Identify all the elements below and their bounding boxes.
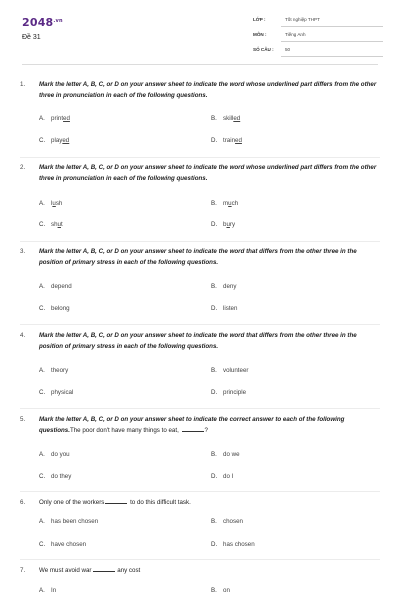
option-letter: C. xyxy=(39,305,46,312)
option-text: on xyxy=(223,587,230,594)
stem-start: Only one of the workers xyxy=(39,499,105,506)
option-letter: A. xyxy=(39,115,45,122)
option-letter: B. xyxy=(211,115,217,122)
question-5 xyxy=(20,415,380,437)
question-number: 7. xyxy=(20,567,26,574)
logo-main: 2048 xyxy=(22,16,54,29)
option-letter: A. xyxy=(39,367,45,374)
option-text: print xyxy=(51,115,64,122)
header-divider xyxy=(22,64,378,65)
meta-key: SỐ CÂU : xyxy=(253,47,274,52)
question-divider xyxy=(20,157,380,158)
option-letter: C. xyxy=(39,541,46,548)
meta-value: Tốt nghiệp THPT xyxy=(285,17,320,22)
exam-code: Đề 31 xyxy=(22,34,41,41)
option-text: depend xyxy=(51,283,72,290)
option-a[interactable] xyxy=(39,367,68,374)
option-text: do I xyxy=(223,473,234,480)
option-c[interactable] xyxy=(39,389,73,396)
option-underline: ed xyxy=(62,137,70,144)
question-instruction: Mark the letter A, B, C, or D on your answer sheet to indicate the word that differs from the other three in the position of primary stress in each of the following questions. xyxy=(39,248,357,266)
meta-rule xyxy=(281,41,383,42)
option-letter: C. xyxy=(39,221,46,228)
option-a[interactable] xyxy=(39,200,62,207)
option-text: listen xyxy=(223,305,238,312)
answer-blank xyxy=(182,426,204,432)
option-text-end: t xyxy=(61,221,63,228)
answer-blank xyxy=(93,566,115,572)
option-text: m xyxy=(223,200,229,207)
option-b[interactable] xyxy=(211,367,248,374)
option-underline: u xyxy=(52,200,56,207)
question-7 xyxy=(20,566,380,577)
option-letter: A. xyxy=(39,200,45,207)
question-stem xyxy=(39,566,379,577)
page-header xyxy=(0,0,400,70)
option-d[interactable] xyxy=(211,473,233,480)
stem-end: to do this difficult task. xyxy=(128,499,191,506)
question-1 xyxy=(20,80,380,102)
option-d[interactable] xyxy=(211,389,246,396)
option-a[interactable] xyxy=(39,518,98,525)
question-divider xyxy=(20,241,380,242)
option-c[interactable] xyxy=(39,137,69,144)
option-a[interactable] xyxy=(39,283,72,290)
meta-rule xyxy=(281,26,383,27)
logo-suffix: .vn xyxy=(53,18,63,24)
question-divider xyxy=(20,559,380,560)
question-instruction: Mark the letter A, B, C, or D on your answer sheet to indicate the word whose underlined part differs from the other three in pronunciation in each of the following questions. xyxy=(39,81,377,99)
option-a[interactable] xyxy=(39,451,70,458)
option-text: train xyxy=(223,137,236,144)
option-text-end: ry xyxy=(229,221,236,228)
option-underline: u xyxy=(226,221,230,228)
option-text-end: ch xyxy=(231,200,239,207)
option-text: do you xyxy=(51,451,70,458)
stem-start: We must avoid war xyxy=(39,567,92,574)
option-c[interactable] xyxy=(39,541,86,548)
option-letter: B. xyxy=(211,451,217,458)
meta-question-count xyxy=(253,45,383,57)
option-letter: D. xyxy=(211,137,218,144)
option-a[interactable] xyxy=(39,115,70,122)
option-text: skill xyxy=(223,115,234,122)
question-number: 5. xyxy=(20,416,26,423)
option-text: do they xyxy=(51,473,72,480)
option-c[interactable] xyxy=(39,305,70,312)
meta-subject xyxy=(253,30,383,42)
option-letter: B. xyxy=(211,200,217,207)
meta-rule xyxy=(281,56,383,57)
option-text: sh xyxy=(51,221,58,228)
meta-key: MÔN : xyxy=(253,32,267,37)
question-6 xyxy=(20,498,380,509)
option-underline: ed xyxy=(233,115,241,122)
option-text: volunteer xyxy=(223,367,249,374)
option-text: have chosen xyxy=(51,541,87,548)
option-underline: ed xyxy=(235,137,242,144)
meta-value: 50 xyxy=(285,47,291,52)
question-3 xyxy=(20,247,380,269)
meta-value: Tiếng Anh xyxy=(285,32,306,37)
option-text: principle xyxy=(223,389,247,396)
site-logo[interactable] xyxy=(22,16,63,29)
option-c[interactable] xyxy=(39,221,63,228)
question-number: 3. xyxy=(20,248,26,255)
question-divider xyxy=(20,408,380,409)
question-number: 2. xyxy=(20,164,26,171)
option-letter: A. xyxy=(39,283,45,290)
option-letter: D. xyxy=(211,221,218,228)
option-d[interactable] xyxy=(211,305,237,312)
option-b[interactable] xyxy=(211,283,236,290)
stem-end: any cost xyxy=(115,567,141,574)
answer-blank xyxy=(105,498,127,504)
option-letter: A. xyxy=(39,518,45,525)
option-text: physical xyxy=(51,389,74,396)
option-letter: A. xyxy=(39,451,45,458)
meta-key: LỚP : xyxy=(253,17,266,22)
option-text: deny xyxy=(223,283,237,290)
question-2 xyxy=(20,163,380,185)
question-number: 1. xyxy=(20,81,26,88)
option-letter: D. xyxy=(211,305,218,312)
question-stem-end: ? xyxy=(204,426,208,434)
option-text: l xyxy=(51,200,53,207)
question-instruction: Mark the letter A, B, C, or D on your answer sheet to indicate the word whose underlined part differs from the other three in pronunciation in each of the following questions. xyxy=(39,164,377,182)
option-text: has chosen xyxy=(223,541,255,548)
question-4 xyxy=(20,331,380,353)
question-number: 4. xyxy=(20,332,26,339)
option-letter: B. xyxy=(211,367,217,374)
question-stem: The poor don't have many things to eat, xyxy=(69,426,181,434)
option-letter: A. xyxy=(39,587,45,594)
option-letter: C. xyxy=(39,473,46,480)
option-letter: B. xyxy=(211,587,217,594)
option-b[interactable] xyxy=(211,200,238,207)
option-letter: D. xyxy=(211,541,218,548)
option-text: belong xyxy=(51,305,70,312)
option-underline: u xyxy=(57,221,61,228)
option-underline: u xyxy=(228,200,232,207)
option-text: In xyxy=(51,587,57,594)
option-letter: B. xyxy=(211,283,217,290)
option-text: b xyxy=(223,221,227,228)
question-instruction xyxy=(39,415,379,436)
option-c[interactable] xyxy=(39,473,71,480)
option-b[interactable] xyxy=(211,115,240,122)
option-letter: B. xyxy=(211,518,217,525)
option-text: chosen xyxy=(223,518,243,525)
option-a[interactable] xyxy=(39,587,56,594)
option-letter: C. xyxy=(39,137,46,144)
option-underline: ed xyxy=(63,115,70,122)
option-b[interactable] xyxy=(211,518,243,525)
option-letter: D. xyxy=(211,389,218,396)
option-text: play xyxy=(51,137,63,144)
option-text: theory xyxy=(51,367,69,374)
option-letter: C. xyxy=(39,389,46,396)
question-stem xyxy=(39,498,379,509)
question-number: 6. xyxy=(20,499,26,506)
option-text-end: sh xyxy=(55,200,63,207)
option-d[interactable] xyxy=(211,221,235,228)
option-text: do we xyxy=(223,451,240,458)
option-d[interactable] xyxy=(211,541,255,548)
question-instruction: Mark the letter A, B, C, or D on your answer sheet to indicate the word that differs from the other three in the position of primary stress in each of the following questions. xyxy=(39,332,357,350)
question-divider xyxy=(20,324,380,325)
option-text: has been chosen xyxy=(51,518,99,525)
option-b[interactable] xyxy=(211,587,230,594)
instruction-text: Mark the letter A, B, C, or D on your answer sheet to indicate the correct answer to each of the following questions. xyxy=(39,416,345,434)
option-b[interactable] xyxy=(211,451,240,458)
question-divider xyxy=(20,491,380,492)
option-letter: D. xyxy=(211,473,218,480)
meta-class xyxy=(253,15,383,27)
option-d[interactable] xyxy=(211,137,242,144)
